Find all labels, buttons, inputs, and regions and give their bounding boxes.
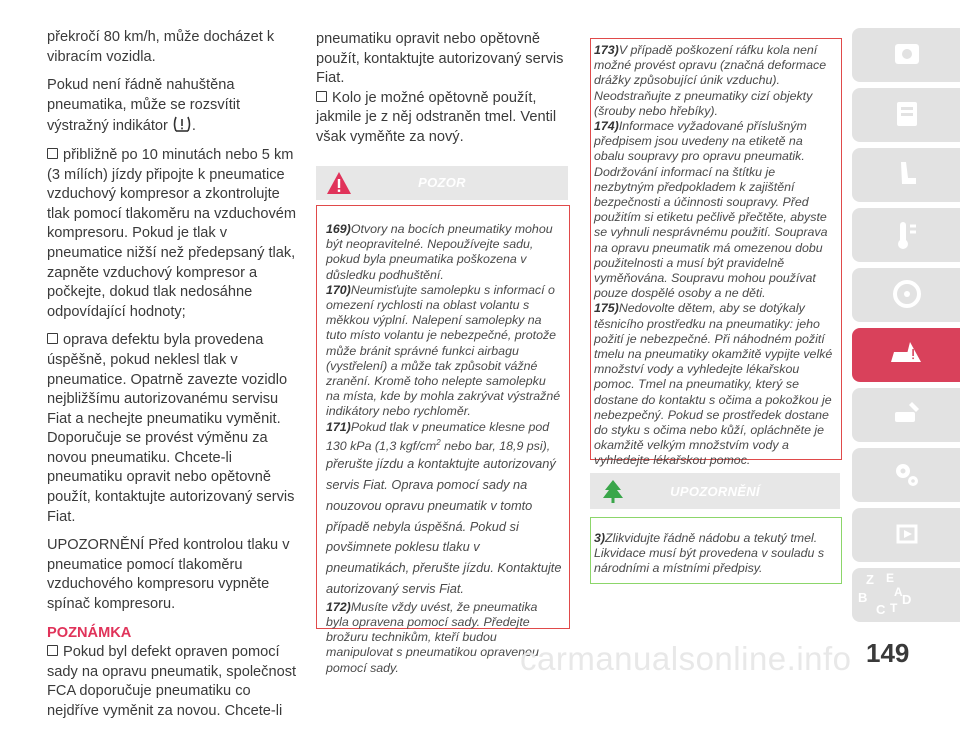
- tab-controls[interactable]: [852, 88, 960, 142]
- warning-item: [594, 301, 834, 468]
- steering-wheel-icon: [892, 278, 922, 310]
- index-letter: E: [886, 571, 895, 585]
- note-item: [594, 531, 834, 577]
- index-letter: C: [876, 602, 886, 617]
- car-controls-icon: [892, 98, 922, 130]
- tab-maintenance[interactable]: [852, 388, 960, 442]
- warning-lights-icon: [892, 218, 922, 250]
- note-title: UPOZORNĚNÍ: [670, 484, 760, 499]
- item-text: Informace vyžadované příslušným předpisem jsou uvedeny na etiketě na obalu soupravy pro opravu pneumatik. Dodržování informací na štítku je nezbytným předpokladem k zajištění bezpečnosti a účinnosti soupravy. Před použitím si etiketu pečlivě přečtěte, abyste se vyhnuli nesprávnému použití. Souprava na opravu pneumatik má omezenou dobu použitelnosti a musí být pravidelně vyměňována. Soupravu mohou používat pouze dospělé osoby a ne děti.: [594, 119, 828, 301]
- paragraph-text: .: [191, 118, 196, 135]
- warning-text-continued: [594, 43, 834, 469]
- warning-item: [326, 283, 562, 420]
- warning-item: [326, 420, 562, 600]
- item-number: 172): [326, 599, 351, 614]
- page-number: 149: [866, 638, 910, 668]
- list-item: [47, 643, 299, 721]
- paragraph: [47, 76, 299, 137]
- index-letter: Z: [866, 572, 874, 587]
- note-text: [594, 531, 834, 577]
- item-text: nebo bar, 18,9 psi),: [444, 438, 551, 453]
- item-text: Nedovolte dětem, aby se dotýkaly těsnicího prostředku na pneumatiky: jeho požití je nebezpečné. Při náhodném požití tmelu na pneumatiky okamžitě vypijte velké množství vody a vyhledejte lékařskou pomoc. Tmel na pneumatiky, který se dostane do kontaktu s očima a pokožkou je nebezpečný. Pokud se prostředek dostane do styku s očima nebo kůží, opláchněte je okamžitě velkým množstvím vody a vyhledejte lékařskou pomoc.: [594, 301, 833, 468]
- warning-text: [326, 222, 562, 676]
- warning-item: [326, 222, 562, 283]
- item-number: 3): [594, 531, 606, 545]
- bullet-icon: [47, 645, 60, 657]
- warning-title: POZOR: [418, 175, 466, 190]
- list-item-text: Pokud byl defekt opraven pomocí sady na opravu pneumatik, společnost FCA doporučuje pneumatiku co nejdříve vyměnit za novou. Chcete-li: [47, 644, 297, 719]
- emergency-car-icon: [888, 338, 924, 370]
- warning-item: [594, 119, 834, 301]
- bullet-icon: [47, 148, 60, 160]
- tab-emergency[interactable]: [852, 328, 960, 382]
- tab-dashboard[interactable]: [852, 28, 960, 82]
- tire-pressure-warning-icon: [172, 115, 192, 133]
- item-number: 175): [594, 301, 619, 316]
- multimedia-icon: [892, 518, 922, 550]
- car-dashboard-icon: [892, 38, 922, 70]
- item-text: Zlikvidujte řádně nádobu a tekutý tmel. Likvidace musí být provedena v souladu s národními a místními předpisy.: [594, 531, 825, 576]
- paragraph-text: Pokud není řádně nahuštěna pneumatika, může se rozsvítit výstražný indikátor: [47, 77, 241, 135]
- item-number: 171): [326, 419, 351, 434]
- seat-icon: [892, 158, 922, 190]
- note-header: [590, 473, 840, 509]
- warning-header: [316, 166, 568, 200]
- item-text: přerušte jízdu a kontaktujte autorizovaný servis Fiat. Oprava pomocí sady na nouzovou opravu pneumatik v tomto případě nebyla úspěšná. Pokud si povšimnete poklesu tlaku v pneumatikách, přerušte jízdu. Kontaktujte autorizovaný servis Fiat.: [326, 456, 562, 596]
- list-item-text: oprava defektu byla provedena úspěšně, pokud neklesl tlak v pneumatice. Opatrně zavezte vozidlo nejbližšímu autorizovanému servisu Fiat a nechejte pneumatiku vyměnit. Doporučuje se provést výměnu za novou pneumatiku. Chcete-li pneumatiku opravit nebo opětovně použít, kontaktujte autorizovaný servis Fiat.: [47, 332, 295, 525]
- list-item-text: přibližně po 10 minutách nebo 5 km (3 mílích) jízdy připojte k pneumatice vzduchový kompresor a zkontrolujte tlak pomocí tlakoměru na vzduchovém kompresoru. Pokud je tlak v pneumatice nižší než předepsaný tlak, zapněte vzduchový kompresor a počkejte, dokud tlak nedosáhne odpovídající hodnoty;: [47, 146, 297, 320]
- item-number: 173): [594, 43, 619, 57]
- tab-steering[interactable]: [852, 268, 960, 322]
- item-number: 169): [326, 222, 351, 236]
- list-item: [47, 146, 299, 322]
- tab-multimedia[interactable]: [852, 508, 960, 562]
- bullet-icon: [47, 333, 60, 345]
- index-letter: A: [894, 585, 903, 599]
- tab-index[interactable]: [852, 568, 960, 622]
- chapter-tabs: [852, 28, 960, 650]
- index-letter: T: [890, 601, 898, 615]
- tab-seats[interactable]: [852, 148, 960, 202]
- warning-item: [594, 43, 834, 119]
- tab-warning-lights[interactable]: [852, 208, 960, 262]
- column-middle: [316, 30, 568, 148]
- watermark: carmanualsonline.info: [520, 640, 852, 677]
- item-number: 174): [594, 119, 619, 134]
- list-item: [316, 89, 568, 148]
- column-left: [47, 28, 299, 731]
- item-text: Neumisťujte samolepku s informací o omezení rychlosti na oblast volantu s měkkou výplní. Nalepení samolepky na tuto místo volantu je nebezpečné, protože může bránit správné funkci airbagu (vystřelení) a může tak způsobit vážné zranění. Kromě toho nelepte samolepku na místa, kde by mohla zakrývat výstražné indikátory nebo rychloměr.: [326, 282, 561, 419]
- alphabet-index-icon: [856, 570, 916, 620]
- paragraph: UPOZORNĚNÍ Před kontrolou tlaku v pneumatice pomocí tlakoměru vzduchového kompresoru vypněte spínač kompresoru.: [47, 537, 290, 613]
- item-number: 170): [326, 282, 351, 297]
- bullet-icon: [316, 91, 329, 103]
- wrench-car-icon: [892, 398, 922, 430]
- tab-technical-data[interactable]: [852, 448, 960, 502]
- gears-icon: [892, 458, 922, 490]
- index-letter: D: [902, 592, 912, 607]
- paragraph: pneumatiku opravit nebo opětovně použít, kontaktujte autorizovaný servis Fiat.: [316, 31, 564, 87]
- paragraph: překročí 80 km/h, může docházet k vibracím vozidla.: [47, 29, 275, 65]
- item-text: Otvory na bocích pneumatiky mohou být neopravitelné. Nepoužívejte sadu, pokud byla pneumatika poškozena v důsledku podhuštění.: [326, 222, 553, 282]
- item-text: V případě poškození ráfku kola není možné provést opravu (značná deformace drážky způsobující únik vzduchu). Neodstraňujte z pneumatiky cizí objekty (šrouby nebo hřebíky).: [594, 43, 827, 118]
- index-letter: B: [858, 590, 868, 605]
- item-text: Pokud tlak v pneumatice klesne pod 130 kPa (1,3 kgf/cm: [326, 419, 550, 453]
- superscript: 2: [436, 437, 441, 447]
- note-heading: POZNÁMKA: [47, 624, 132, 641]
- list-item-text: Kolo je možné opětovně použít, jakmile je z něj odstraněn tmel. Ventil však vyměňte za nový.: [316, 89, 557, 145]
- item-text: Musíte vždy uvést, že pneumatika byla opravena pomocí sady. Předejte brožuru technikům, kteří budou manipulovat s pneumatikou opravenou pomocí sady.: [326, 599, 539, 675]
- list-item: [47, 331, 299, 527]
